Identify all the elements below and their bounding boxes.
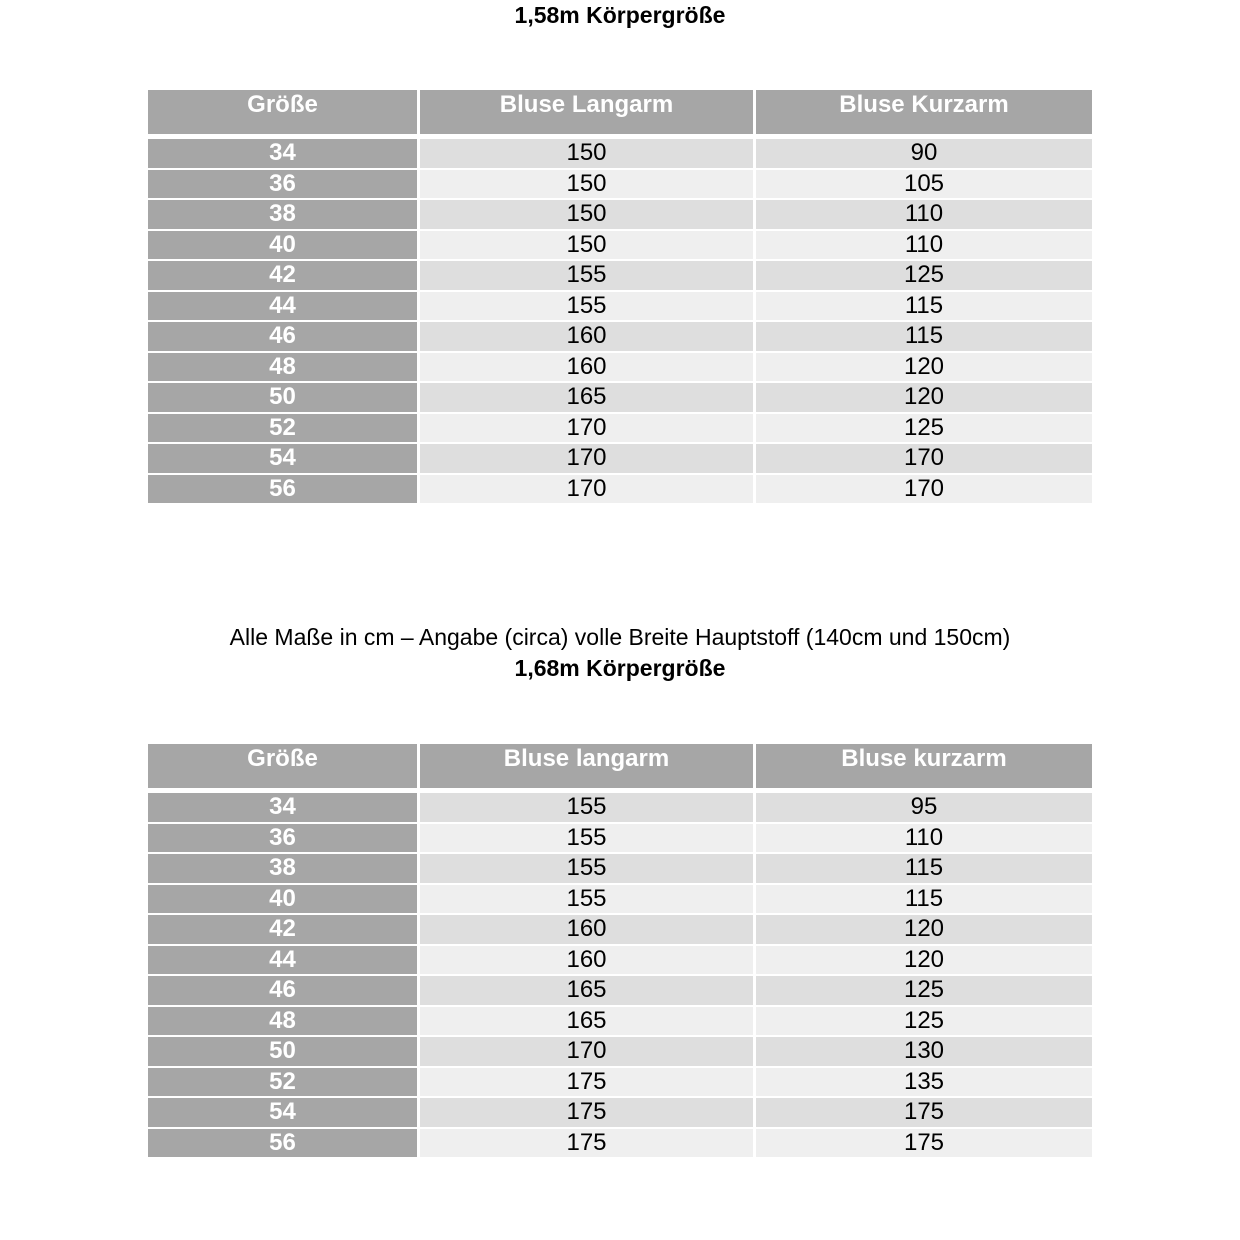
long-sleeve-cell: 150 <box>420 139 756 168</box>
long-sleeve-cell: 170 <box>420 475 756 504</box>
table-row <box>148 1007 1092 1038</box>
size-cell: 54 <box>148 1098 420 1127</box>
long-sleeve-cell: 160 <box>420 946 756 975</box>
table-row <box>148 1098 1092 1129</box>
short-sleeve-header: Bluse kurzarm <box>756 744 1092 788</box>
short-sleeve-cell: 125 <box>756 414 1092 443</box>
table2-title: 1,68m Körpergröße <box>514 655 726 681</box>
size-cell: 46 <box>148 976 420 1005</box>
size-cell: 54 <box>148 444 420 473</box>
size-cell: 52 <box>148 414 420 443</box>
size-cell: 50 <box>148 383 420 412</box>
size-cell: 42 <box>148 261 420 290</box>
short-sleeve-cell: 110 <box>756 824 1092 853</box>
short-sleeve-cell: 115 <box>756 885 1092 914</box>
size-cell: 40 <box>148 231 420 260</box>
size-cell: 52 <box>148 1068 420 1097</box>
long-sleeve-cell: 155 <box>420 793 756 822</box>
size-cell: 50 <box>148 1037 420 1066</box>
size-cell: 48 <box>148 353 420 382</box>
size-cell: 36 <box>148 170 420 199</box>
size-header: Größe <box>148 90 420 134</box>
short-sleeve-cell: 120 <box>756 383 1092 412</box>
long-sleeve-cell: 165 <box>420 1007 756 1036</box>
short-sleeve-cell: 120 <box>756 353 1092 382</box>
size-cell: 48 <box>148 1007 420 1036</box>
table-row <box>148 170 1092 201</box>
size-cell: 44 <box>148 946 420 975</box>
table-row <box>148 231 1092 262</box>
long-sleeve-cell: 155 <box>420 261 756 290</box>
long-sleeve-cell: 160 <box>420 915 756 944</box>
short-sleeve-cell: 125 <box>756 976 1092 1005</box>
short-sleeve-cell: 90 <box>756 139 1092 168</box>
measurement-note: Alle Maße in cm – Angabe (circa) volle Breite Hauptstoff (140cm und 150cm) <box>229 624 1011 650</box>
size-cell: 34 <box>148 793 420 822</box>
long-sleeve-header: Bluse Langarm <box>420 90 756 134</box>
short-sleeve-cell: 120 <box>756 946 1092 975</box>
long-sleeve-cell: 165 <box>420 383 756 412</box>
table-row <box>148 444 1092 475</box>
long-sleeve-cell: 160 <box>420 353 756 382</box>
short-sleeve-cell: 110 <box>756 200 1092 229</box>
short-sleeve-cell: 170 <box>756 475 1092 504</box>
table-row <box>148 793 1092 824</box>
table-row <box>148 139 1092 170</box>
size-cell: 38 <box>148 854 420 883</box>
short-sleeve-cell: 120 <box>756 915 1092 944</box>
short-sleeve-cell: 125 <box>756 1007 1092 1036</box>
table-header-row <box>148 744 1092 788</box>
table-row <box>148 261 1092 292</box>
long-sleeve-cell: 155 <box>420 854 756 883</box>
long-sleeve-cell: 150 <box>420 170 756 199</box>
long-sleeve-cell: 175 <box>420 1068 756 1097</box>
table-row <box>148 1037 1092 1068</box>
long-sleeve-cell: 155 <box>420 292 756 321</box>
long-sleeve-header: Bluse langarm <box>420 744 756 788</box>
table-row <box>148 200 1092 231</box>
long-sleeve-cell: 150 <box>420 231 756 260</box>
long-sleeve-cell: 175 <box>420 1098 756 1127</box>
size-cell: 56 <box>148 1129 420 1158</box>
short-sleeve-cell: 115 <box>756 322 1092 351</box>
long-sleeve-cell: 175 <box>420 1129 756 1158</box>
short-sleeve-cell: 135 <box>756 1068 1092 1097</box>
short-sleeve-cell: 115 <box>756 292 1092 321</box>
short-sleeve-cell: 125 <box>756 261 1092 290</box>
table-row <box>148 383 1092 414</box>
table-row <box>148 976 1092 1007</box>
table-row <box>148 292 1092 323</box>
size-cell: 40 <box>148 885 420 914</box>
short-sleeve-cell: 175 <box>756 1098 1092 1127</box>
size-cell: 34 <box>148 139 420 168</box>
long-sleeve-cell: 150 <box>420 200 756 229</box>
size-cell: 36 <box>148 824 420 853</box>
short-sleeve-cell: 95 <box>756 793 1092 822</box>
long-sleeve-cell: 155 <box>420 824 756 853</box>
table-row <box>148 353 1092 384</box>
size-cell: 38 <box>148 200 420 229</box>
table-row <box>148 854 1092 885</box>
short-sleeve-cell: 170 <box>756 444 1092 473</box>
table-row <box>148 475 1092 506</box>
table-row <box>148 946 1092 977</box>
long-sleeve-cell: 160 <box>420 322 756 351</box>
short-sleeve-cell: 115 <box>756 854 1092 883</box>
short-sleeve-cell: 175 <box>756 1129 1092 1158</box>
long-sleeve-cell: 170 <box>420 414 756 443</box>
long-sleeve-cell: 155 <box>420 885 756 914</box>
size-header: Größe <box>148 744 420 788</box>
size-cell: 46 <box>148 322 420 351</box>
long-sleeve-cell: 170 <box>420 1037 756 1066</box>
size-table-158 <box>148 90 1092 505</box>
long-sleeve-cell: 165 <box>420 976 756 1005</box>
short-sleeve-cell: 110 <box>756 231 1092 260</box>
size-table-168 <box>148 744 1092 1159</box>
size-cell: 56 <box>148 475 420 504</box>
table-row <box>148 414 1092 445</box>
table-row <box>148 1068 1092 1099</box>
short-sleeve-header: Bluse Kurzarm <box>756 90 1092 134</box>
table-row <box>148 885 1092 916</box>
long-sleeve-cell: 170 <box>420 444 756 473</box>
table-row <box>148 1129 1092 1160</box>
table-row <box>148 322 1092 353</box>
table-header-row <box>148 90 1092 134</box>
short-sleeve-cell: 130 <box>756 1037 1092 1066</box>
short-sleeve-cell: 105 <box>756 170 1092 199</box>
table-row <box>148 824 1092 855</box>
size-cell: 42 <box>148 915 420 944</box>
table-row <box>148 915 1092 946</box>
size-cell: 44 <box>148 292 420 321</box>
table1-title: 1,58m Körpergröße <box>514 2 726 28</box>
